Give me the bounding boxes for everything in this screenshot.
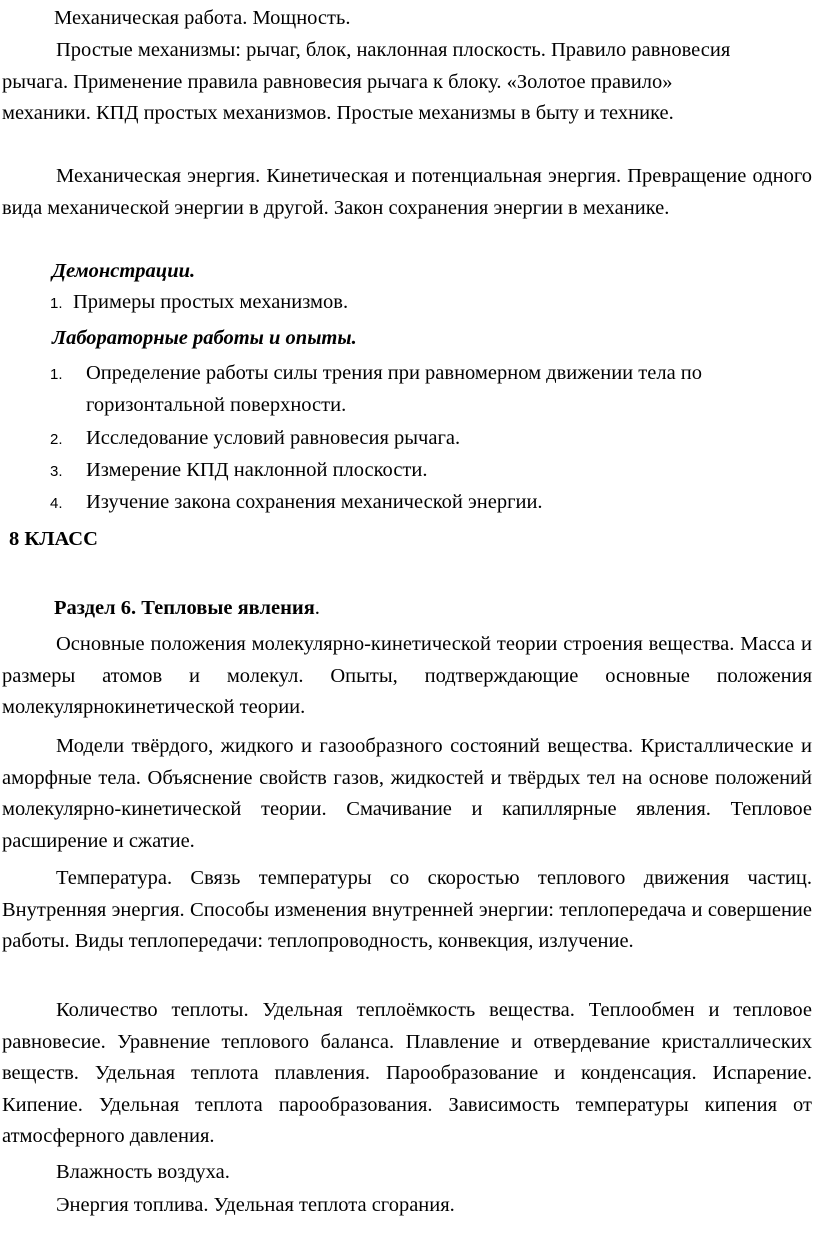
- lab-item-number: 2.: [50, 431, 63, 448]
- paragraph-simple-mechanisms: Простые механизмы: рычаг, блок, наклонная плоскость. Правило равновесия рычага. Применение правила равновесия рычага к блоку. «Золотое правило» механики. КПД простых механизмов. Простые механизмы в быту и технике.: [2, 39, 731, 124]
- demo-item-text: Примеры простых механизмов.: [73, 291, 349, 313]
- paragraph-mkt-basics: Основные положения молекулярно-кинетической теории строения вещества. Масса и размеры атомов и молекул. Опыты, подтверждающие основные положения молекулярнокинетической теории.: [2, 633, 812, 718]
- paragraph-fuel-energy: Энергия топлива. Удельная теплота сгорания.: [56, 1194, 455, 1216]
- labs-heading: Лабораторные работы и опыты.: [52, 327, 357, 349]
- section-title-dot: .: [314, 597, 320, 619]
- paragraph-temperature: Температура. Связь температуры со скоростью теплового движения частиц. Внутренняя энергия. Способы изменения внутренней энергии: теплопередача и совершение работы. Виды теплопередачи: теплопроводность, конвекция, излучение.: [2, 867, 812, 952]
- section-heading: [54, 593, 320, 625]
- paragraph-heat-quantity: Количество теплоты. Удельная теплоёмкость вещества. Теплообмен и тепловое равновесие. Уравнение теплового баланса. Плавление и отвердевание кристаллических веществ. Удельная теплота плавления. Парообразование и конденсация. Испарение. Кипение. Удельная теплота парообразования. Зависимость температуры кипения от атмосферного давления.: [2, 999, 812, 1147]
- demo-item-number: 1.: [50, 295, 63, 312]
- paragraph-humidity: Влажность воздуха.: [56, 1161, 230, 1183]
- lab-item-text: Изучение закона сохранения механической энергии.: [86, 491, 543, 513]
- topic-title: Механическая работа. Мощность.: [54, 7, 351, 29]
- demos-heading: Демонстрации.: [52, 260, 196, 282]
- lab-item-text: Определение работы силы трения при равномерном движении тела по горизонтальной поверхности.: [86, 362, 703, 416]
- lab-item-number: 1.: [50, 366, 63, 383]
- lab-item-text: Исследование условий равновесия рычага.: [86, 427, 461, 449]
- lab-item-text: Измерение КПД наклонной плоскости.: [86, 459, 428, 481]
- section-title: Раздел 6. Тепловые явления: [54, 597, 315, 619]
- paragraph-mechanical-energy: Механическая энергия. Кинетическая и потенциальная энергия. Превращение одного вида механической энергии в другой. Закон сохранения энергии в механике.: [2, 165, 812, 219]
- lab-item-number: 4.: [50, 495, 63, 512]
- grade-heading: 8 КЛАСС: [9, 528, 98, 550]
- paragraph-states-of-matter: Модели твёрдого, жидкого и газообразного состояний вещества. Кристаллические и аморфные тела. Объяснение свойств газов, жидкостей и твёрдых тел на основе положений молекулярно-кинетической теории. Смачивание и капиллярные явления. Тепловое расширение и сжатие.: [2, 735, 812, 852]
- lab-item-number: 3.: [50, 463, 63, 480]
